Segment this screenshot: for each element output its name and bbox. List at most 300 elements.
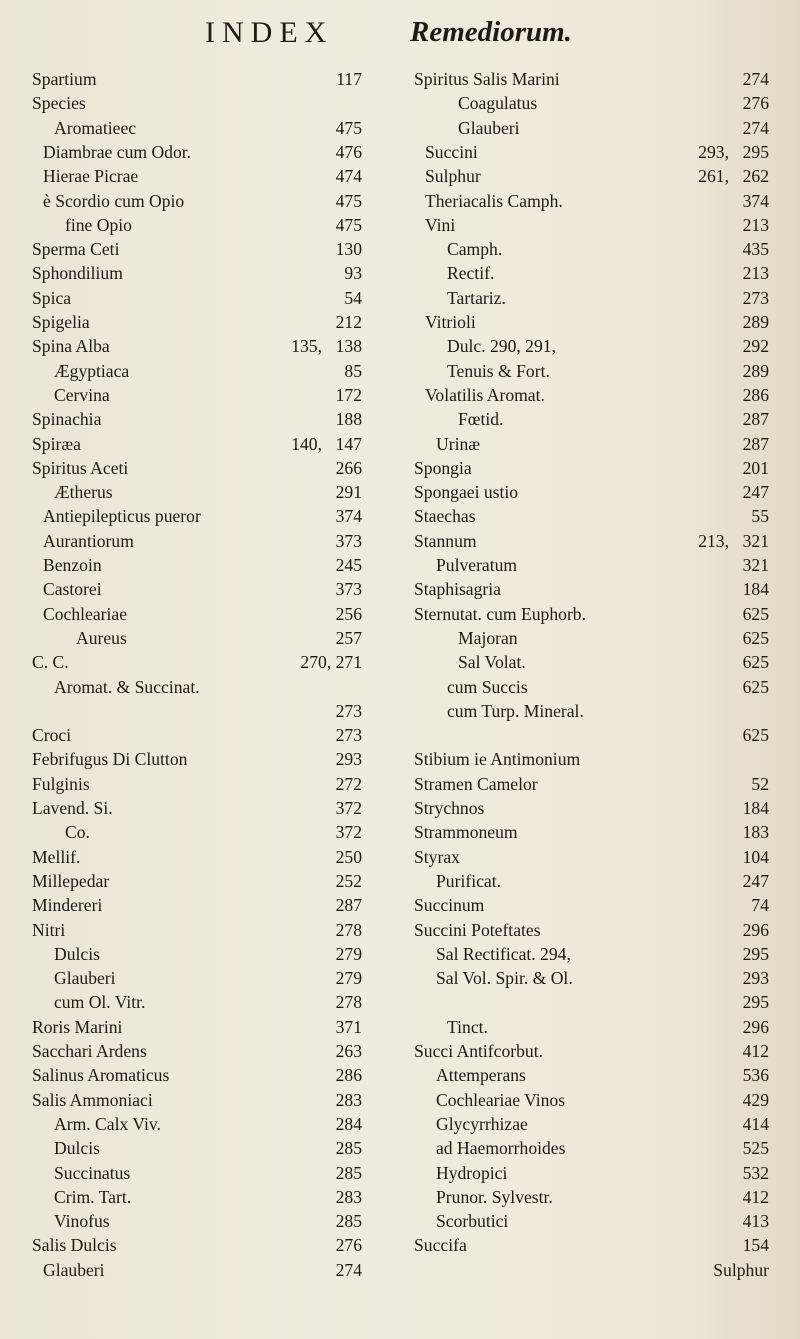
entry-term: Cochleariae Vinos [436,1089,566,1110]
index-entry [414,287,769,309]
header-remediorum: Remediorum. [410,16,572,48]
entry-page: 532 [742,1162,769,1183]
entry-page: 52 [751,773,769,794]
index-entry [32,821,362,843]
entry-term: Febrifugus Di Clutton [32,749,188,770]
index-entry [32,1137,362,1159]
entry-term: Arm. Calx Viv. [54,1113,161,1134]
entry-page: 372 [335,822,362,843]
entry-page: 412 [742,1041,769,1061]
entry-page: 184 [742,579,769,600]
index-entry [32,335,362,357]
index-entry [414,1137,769,1159]
index-entry [32,724,362,746]
index-entry [32,457,362,479]
index-entry [414,943,769,965]
entry-term: Spigelia [32,312,90,332]
entry-page: 475 [335,190,362,211]
entry-page: 374 [742,190,769,211]
entry-term: Majoran [458,627,518,648]
entry-term: Co. [65,822,90,843]
entry-term: Sulphur [425,166,481,187]
index-entry [32,919,362,941]
entry-page: 414 [742,1113,769,1134]
entry-page: 279 [335,943,362,964]
entry-page: 274 [335,1259,362,1280]
entry-term: Attemperans [436,1065,526,1086]
entry-page: 276 [335,1235,362,1256]
index-entry [414,991,769,1013]
index-entry [414,1210,769,1232]
entry-term: Sal Vol. Spir. & Ol. [436,968,573,989]
entry-term: Spongia [414,457,472,478]
entry-term: Succini [425,141,478,162]
entry-term: Glauberi [54,968,116,989]
entry-page: 201 [742,457,769,478]
entry-term: Aurantiorum [43,530,134,551]
entry-term: Castorei [43,579,102,600]
entry-page: 147 [335,433,362,454]
entry-page: 286 [335,1065,362,1086]
index-entry [32,1040,362,1062]
entry-term: Succifa [414,1235,467,1256]
entry-page: 475 [335,214,362,235]
index-entry [32,530,362,552]
entry-term: Scorbutici [436,1211,509,1232]
entry-page: 475 [335,117,362,138]
index-entry [32,92,362,114]
entry-page-extra: 140, [291,433,322,454]
index-entry [32,846,362,868]
entry-term: Fulginis [32,773,90,794]
index-entry [414,627,769,649]
entry-term: Spica [32,287,72,308]
entry-term: Salis Ammoniaci [32,1089,153,1110]
entry-page: 184 [742,798,769,818]
entry-term: Dulcis [54,1138,100,1159]
entry-term: Crim. Tart. [54,1186,132,1207]
entry-term: Vinofus [54,1211,110,1232]
entry-page: 525 [742,1138,769,1159]
index-entry [414,1162,769,1184]
index-entry [32,1186,362,1208]
index-entry [414,141,769,163]
entry-page: 274 [742,117,769,138]
entry-term: Species [32,93,86,114]
entry-page: 295 [742,943,769,964]
index-entry [32,1064,362,1086]
entry-term: Nitri [32,919,66,940]
entry-term: Urinæ [436,433,480,454]
index-entry [32,214,362,236]
entry-page: 625 [742,603,769,624]
index-entry [32,1016,362,1038]
entry-page: 213 [742,263,769,284]
index-entry [414,408,769,430]
entry-term: Rectif. [447,263,495,284]
entry-term: Lavend. Si. [32,798,113,818]
entry-page: 154 [742,1235,769,1256]
entry-term: Staechas [414,506,476,527]
entry-page: 104 [742,846,769,867]
index-entry [32,360,362,382]
entry-page: 263 [335,1041,362,1061]
entry-page: 278 [335,919,362,940]
index-entry [32,190,362,212]
entry-term: Ætherus [54,482,113,503]
entry-term: Ægyptiaca [54,360,130,381]
entry-page: 374 [335,506,362,527]
index-entry [32,700,362,722]
entry-term: Strammoneum [414,822,518,843]
entry-term: Succinum [414,895,485,916]
index-entry [414,846,769,868]
entry-page: 536 [742,1065,769,1086]
entry-page: 625 [742,676,769,697]
entry-page: 257 [335,627,362,648]
index-entry [414,1259,769,1281]
index-entry [414,724,769,746]
index-entry [414,335,769,357]
index-entry [414,481,769,503]
entry-term: Camph. [447,239,503,260]
entry-page: 412 [742,1186,769,1207]
index-entry [414,748,769,770]
entry-term: Sphondilium [32,263,123,284]
index-entry [414,1064,769,1086]
index-entry [414,676,769,698]
entry-page: 55 [751,506,769,527]
entry-page: 273 [742,287,769,308]
entry-term: Tinct. [447,1016,488,1037]
entry-page: 74 [751,895,769,916]
index-entry [32,311,362,333]
entry-page: 373 [335,530,362,551]
entry-term: Cervina [54,384,110,405]
index-entry [32,748,362,770]
entry-page: 262 [742,166,769,187]
entry-term: Salis Dulcis [32,1235,117,1256]
entry-page: 117 [336,69,362,89]
entry-term: Glycyrrhizae [436,1113,528,1134]
entry-term: Sal Volat. [458,652,526,673]
index-entry [414,603,769,625]
entry-page: 372 [335,798,362,818]
entry-term: Tenuis & Fort. [447,360,550,381]
entry-page: 295 [742,141,769,162]
entry-term: Spina Alba [32,336,110,357]
entry-page: 429 [742,1089,769,1110]
entry-page: 85 [344,360,362,381]
page-header [0,14,800,54]
entry-page: 270, 271 [300,652,362,673]
entry-page: 247 [742,482,769,503]
index-entry [414,68,769,90]
index-entry [414,821,769,843]
entry-term: Succi Antifcorbut. [414,1041,543,1061]
index-entry [32,1259,362,1281]
entry-term: Stibium ie Antimonium [414,749,581,770]
entry-page: 373 [335,579,362,600]
entry-page: 284 [335,1113,362,1134]
entry-page: 625 [742,652,769,673]
entry-page-extra: 213, [698,530,729,551]
index-entry [414,433,769,455]
entry-term: Aromatieec [54,117,137,138]
entry-page: 476 [335,141,362,162]
entry-page: 247 [742,870,769,891]
entry-page: 321 [742,530,769,551]
entry-term: Roris Marini [32,1016,123,1037]
entry-term: Fœtid. [458,409,504,430]
entry-page: 273 [335,725,362,746]
index-entry [414,1113,769,1135]
index-entry [32,943,362,965]
index-entry [414,457,769,479]
entry-page: 289 [742,312,769,332]
index-entry [32,1210,362,1232]
entry-term: Hierae Picrae [43,166,139,187]
entry-term: cum Succis [447,676,528,697]
entry-page: 285 [335,1162,362,1183]
entry-page: 245 [335,555,362,575]
entry-term: Stramen Camelor [414,773,538,794]
entry-page: 296 [742,919,769,940]
index-entry [414,165,769,187]
index-entry [414,578,769,600]
entry-page: 256 [335,603,362,624]
entry-term: Hydropici [436,1162,508,1183]
entry-page: 321 [742,555,769,575]
entry-page: 183 [742,822,769,843]
entry-page: 295 [742,992,769,1013]
index-entry [32,287,362,309]
entry-term: Diambrae cum Odor. [43,141,192,162]
index-entry [32,1089,362,1111]
entry-term: Coagulatus [458,93,538,114]
entry-page: 212 [335,312,362,332]
index-entry [414,262,769,284]
entry-page: Sulphur [713,1259,769,1280]
index-entry [414,1186,769,1208]
entry-term: Salinus Aromaticus [32,1065,170,1086]
entry-term: Sacchari Ardens [32,1041,147,1061]
entry-page: 287 [742,433,769,454]
index-entry [414,311,769,333]
index-entry [414,651,769,673]
entry-page: 266 [335,457,362,478]
index-entry [32,408,362,430]
index-entry [32,1162,362,1184]
entry-page: 279 [335,968,362,989]
entry-page: 435 [742,239,769,260]
index-entry [32,676,362,698]
entry-page: 285 [335,1138,362,1159]
index-entry [414,870,769,892]
entry-page: 272 [335,773,362,794]
index-entry [32,481,362,503]
index-entry [414,700,769,722]
entry-term: Spartium [32,69,97,89]
entry-term: Spongaei ustio [414,482,519,503]
entry-term: Aromat. & Succinat. [54,676,200,697]
entry-page: 188 [335,409,362,430]
entry-page: 273 [335,700,362,721]
entry-page-extra: 261, [698,166,729,187]
index-entry [414,1040,769,1062]
entry-page: 286 [742,384,769,405]
index-entry [414,530,769,552]
index-entry [414,919,769,941]
entry-term: cum Ol. Vitr. [54,992,146,1013]
entry-term: Sal Rectificat. 294, [436,943,571,964]
entry-term: Purificat. [436,870,501,891]
index-entry [414,190,769,212]
index-entry [32,870,362,892]
index-entry [414,967,769,989]
index-entry [414,384,769,406]
index-entry [32,797,362,819]
entry-page: 289 [742,360,769,381]
header-index: INDEX [205,16,334,49]
index-entry [32,238,362,260]
entry-term: Styrax [414,846,460,867]
entry-term: Antiepilepticus pueror [43,506,201,527]
entry-term: Pulveratum [436,555,518,575]
entry-page: 474 [335,166,362,187]
index-entry [32,262,362,284]
index-entry [414,773,769,795]
entry-page: 213 [742,214,769,235]
entry-page: 413 [742,1211,769,1232]
index-entry [32,1113,362,1135]
index-entry [414,797,769,819]
index-entry [32,773,362,795]
entry-term: Tartariz. [447,287,506,308]
entry-term: Mindereri [32,895,103,916]
entry-page: 291 [335,482,362,503]
entry-term: Dulc. 290, 291, [447,336,556,357]
entry-term: Spiritus Aceti [32,457,129,478]
entry-term: Spiræa [32,433,81,454]
index-entry [414,214,769,236]
index-entry [414,894,769,916]
entry-page: 625 [742,627,769,648]
entry-term: Stannum [414,530,477,551]
entry-page: 287 [335,895,362,916]
index-entry [414,1016,769,1038]
entry-term: Theriacalis Camph. [425,190,563,211]
entry-term: è Scordio cum Opio [43,190,185,211]
index-entry [414,238,769,260]
entry-page: 138 [335,336,362,357]
entry-page-extra: 293, [698,141,729,162]
index-entry [32,651,362,673]
entry-page: 283 [335,1186,362,1207]
entry-term: Volatilis Aromat. [425,384,545,405]
entry-page: 276 [742,93,769,114]
entry-term: Spiritus Salis Marini [414,69,560,89]
index-entry [32,554,362,576]
entry-term: Succini Poteftates [414,919,541,940]
index-entry [32,433,362,455]
entry-page: 54 [344,287,362,308]
index-entry [414,554,769,576]
entry-term: Vini [425,214,456,235]
entry-term: cum Turp. Mineral. [447,700,584,721]
entry-term: Vitrioli [425,312,476,332]
entry-page: 293 [742,968,769,989]
entry-page: 292 [742,336,769,357]
index-entry [414,1089,769,1111]
entry-term: Prunor. Sylvestr. [436,1186,553,1207]
index-entry [32,141,362,163]
entry-term: C. C. [32,652,69,673]
entry-page: 274 [742,69,769,89]
entry-page: 93 [344,263,362,284]
entry-term: Sternutat. cum Euphorb. [414,603,586,624]
index-entry [32,384,362,406]
index-entry [32,603,362,625]
entry-term: Dulcis [54,943,100,964]
entry-term: Cochleariae [43,603,128,624]
index-entry [32,578,362,600]
entry-term: Succinatus [54,1162,131,1183]
entry-page-extra: 135, [291,336,322,357]
entry-page: 172 [335,384,362,405]
entry-term: Strychnos [414,798,485,818]
entry-term: Benzoin [43,555,102,575]
entry-term: Glauberi [458,117,520,138]
index-entry [414,1234,769,1256]
entry-page: 130 [335,239,362,260]
index-entry [414,360,769,382]
index-entry [32,1234,362,1256]
index-entry [414,505,769,527]
index-entry [32,165,362,187]
entry-page: 625 [742,725,769,746]
entry-term: Aureus [76,627,127,648]
entry-term: Sperma Ceti [32,239,120,260]
entry-term: ad Haemorrhoides [436,1138,566,1159]
entry-page: 287 [742,409,769,430]
entry-term: Glauberi [43,1259,105,1280]
index-entry [32,967,362,989]
index-entry [414,117,769,139]
entry-page: 285 [335,1211,362,1232]
index-entry [32,627,362,649]
entry-term: Staphisagria [414,579,501,600]
index-entry [32,68,362,90]
entry-term: Spinachia [32,409,102,430]
entry-page: 283 [335,1089,362,1110]
entry-page: 252 [335,870,362,891]
index-entry [32,894,362,916]
index-entry [32,991,362,1013]
entry-page: 371 [335,1016,362,1037]
entry-term: Millepedar [32,870,110,891]
index-entry [32,117,362,139]
entry-term: fine Opio [65,214,132,235]
entry-page: 296 [742,1016,769,1037]
index-entry [32,505,362,527]
entry-term: Mellif. [32,846,81,867]
entry-page: 293 [335,749,362,770]
entry-page: 278 [335,992,362,1013]
index-entry [414,92,769,114]
entry-page: 250 [335,846,362,867]
entry-term: Croci [32,725,72,746]
